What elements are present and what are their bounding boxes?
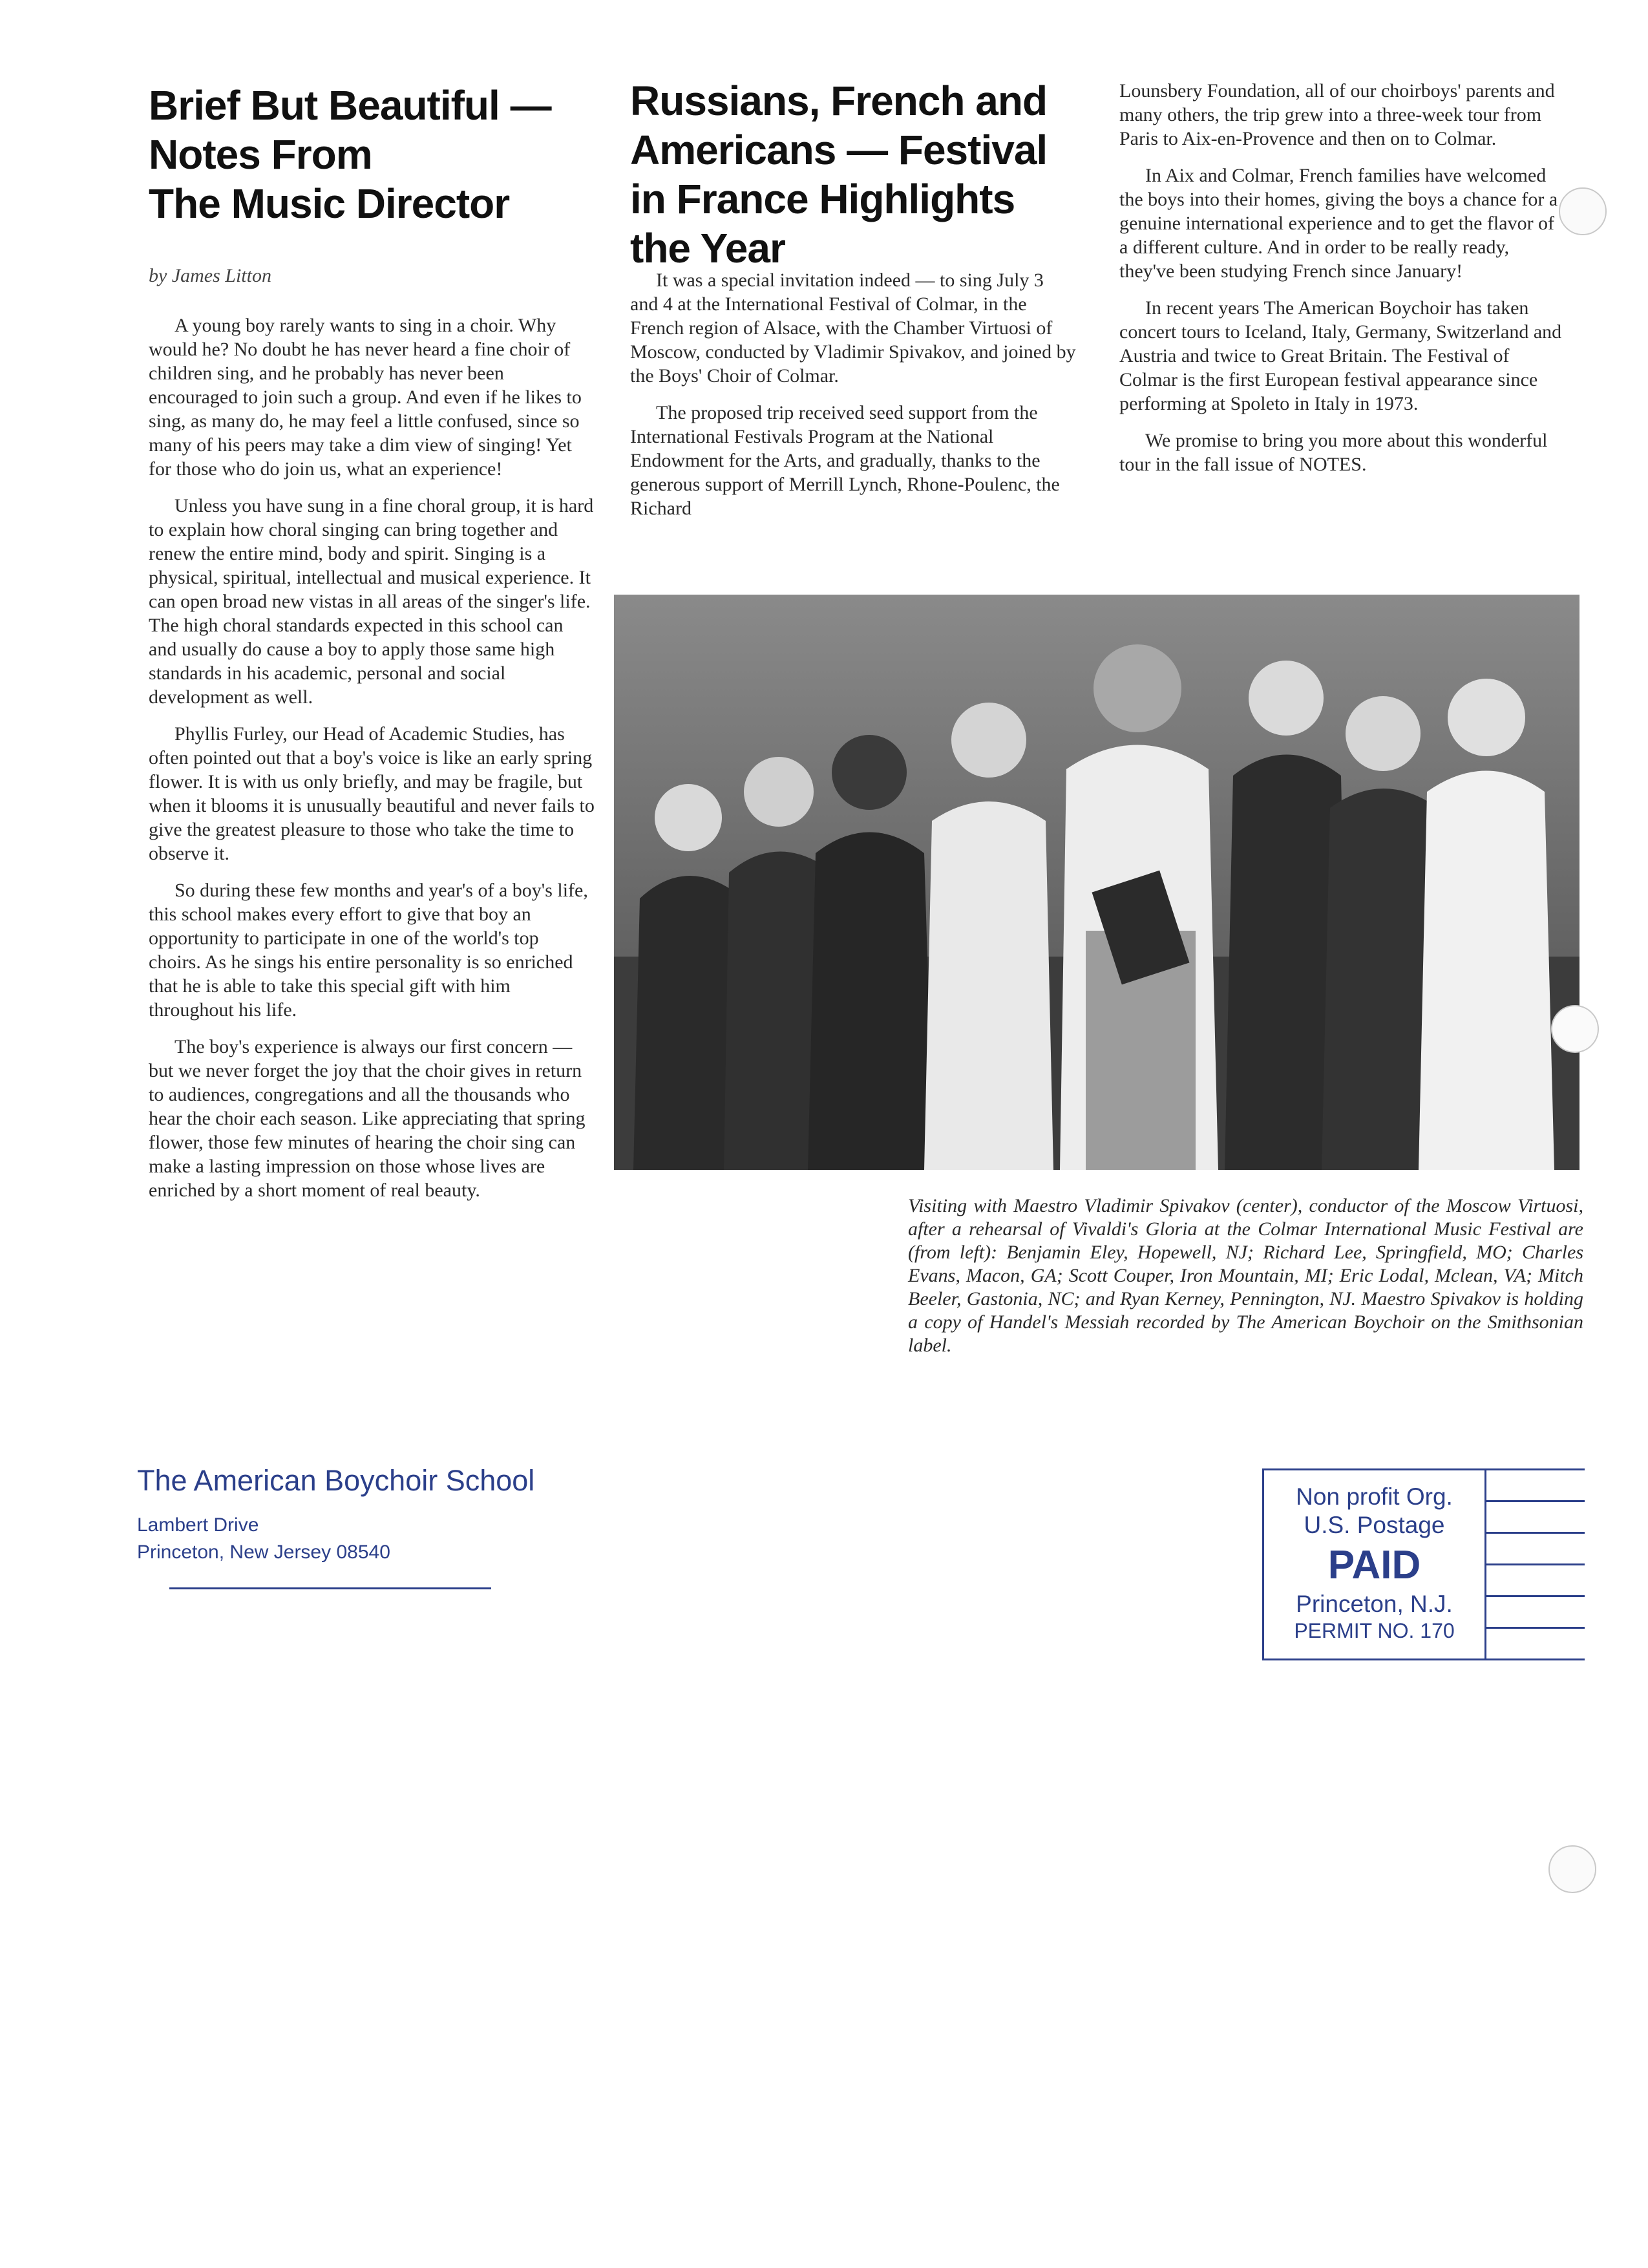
paragraph: In Aix and Colmar, French families have welcomed the boys into their homes, giving the boys a chance for a genuine international experience and to get the flavor of a different culture. And in order to be really ready, they've been studying French since January! (1119, 165, 1558, 282)
indicia-rule (1486, 1659, 1585, 1660)
punch-hole (1551, 1005, 1599, 1053)
postage-permit: PERMIT NO. 170 (1294, 1619, 1455, 1642)
photo-caption: Visiting with Maestro Vladimir Spivakov (center), conductor of the Moscow Virtuosi, after a rehearsal of Vivaldi's Gloria at the Colmar International Music Festival are (from left): Benjamin Eley, Hopewell, NJ; Richard Lee, Springfield, MO; Charles Evans, Macon, GA; Scott Couper, Iron Mountain, MI; Eric Lodal, Mclean, VA; Mitch Beeler, Gastonia, NC; and Ryan Kerney, Pennington, NJ. Maestro Spivakov is holding a copy of Handel's Messiah recorded by The American Boychoir on the Smithsonian label. (908, 1195, 1583, 1356)
headline-line: Brief But Beautiful — (149, 82, 551, 129)
indicia-rule (1486, 1468, 1585, 1470)
city-address: Princeton, New Jersey 08540 (137, 1542, 390, 1563)
postage-indicia (1262, 1468, 1486, 1660)
punch-hole (1548, 1845, 1596, 1893)
headline-line: Notes From (149, 131, 372, 178)
paragraph: Phyllis Furley, our Head of Academic Studies, has often pointed out that a boy's voice is like an early spring flower. It is with us only briefly, and may be fragile, but when it blooms it is unusually beautiful and never fails to give the greatest pleasure to those who take the time to observe it. (149, 723, 595, 864)
indicia-rule (1486, 1500, 1585, 1502)
main-article-column-2 (1119, 79, 1565, 489)
group-photo (614, 595, 1579, 1170)
paragraph: We promise to bring you more about this wonderful tour in the fall issue of NOTES. (1119, 430, 1548, 475)
headline-line: the Year (630, 225, 785, 271)
school-name: The American Boychoir School (137, 1464, 535, 1497)
postage-line-1: Non profit Org. (1296, 1483, 1453, 1510)
group-photo-illustration (614, 595, 1579, 1170)
postage-paid: PAID (1327, 1543, 1421, 1587)
paragraph: It was a special invitation indeed — to sing July 3 and 4 at the International Festival of Colmar, in the French region of Alsace, with the Chamber Virtuosi of Moscow, conducted by Vladimir Spivakov, and joined by the Boys' Choir of Colmar. (630, 270, 1076, 387)
punch-hole (1559, 187, 1607, 235)
headline-line: in France Highlights (630, 176, 1015, 222)
paragraph: Unless you have sung in a fine choral group, it is hard to explain how choral singing can bring together and renew the entire mind, body and spirit. Singing is a physical, spiritual, intellectual and musical experience. It can open broad new vistas in all areas of the singer's life. The high choral standards expected in this school can and usually do cause a boy to apply those same high standards in his academic, personal and social development as well. (149, 495, 594, 708)
postage-city: Princeton, N.J. (1296, 1591, 1453, 1617)
paragraph: A young boy rarely wants to sing in a choir. Why would he? No doubt he has never heard a fine choir of children sing, and he probably has never been encouraged to join such a group. And even if he likes to sing, as many do, he may feel a little confused, since so many of his peers may take a dim view of singing! Yet for those who do join us, what an experience! (149, 315, 582, 480)
indicia-rule (1486, 1532, 1585, 1534)
main-headline (630, 76, 1047, 273)
street-address: Lambert Drive (137, 1514, 259, 1536)
left-article-body (149, 313, 595, 1215)
main-article-column-1 (630, 268, 1076, 533)
address-rule (169, 1587, 491, 1589)
headline-line: Americans — Festival (630, 127, 1048, 173)
paragraph: Lounsbery Foundation, all of our choirboys' parents and many others, the trip grew into a three-week tour from Paris to Aix-en-Provence and then on to Colmar. (1119, 80, 1555, 149)
headline-line: Russians, French and (630, 78, 1048, 124)
indicia-rule (1486, 1563, 1585, 1565)
left-headline (149, 81, 551, 228)
paragraph: So during these few months and year's of a boy's life, this school makes every effort to give that boy an opportunity to participate in one of the world's top choirs. As he sings his entire personality is so enriched that he is able to take this special gift with him throughout his life. (149, 880, 588, 1021)
indicia-rule (1486, 1627, 1585, 1629)
paragraph: The proposed trip received seed support from the International Festivals Program at the National Endowment for the Arts, and gradually, thanks to the generous support of Merrill Lynch, Rhone-Poulenc, the Richard (630, 402, 1060, 519)
paragraph: In recent years The American Boychoir has taken concert tours to Iceland, Italy, Germany, Switzerland and Austria and twice to Great Britain. The Festival of Colmar is the first European festival appearance since performing at Spoleto in Italy in 1973. (1119, 297, 1562, 414)
return-address (137, 1464, 534, 1566)
paragraph: The boy's experience is always our first concern — but we never forget the joy that the choir gives in return to audiences, congregations and all the thousands who hear the choir each season. Like appreciating that spring flower, those few minutes of hearing the choir sing can make a lasting impression on those whose lives are enriched by a short moment of real beauty. (149, 1036, 586, 1201)
postage-line-2: U.S. Postage (1304, 1512, 1445, 1538)
byline: by James Litton (149, 265, 271, 286)
headline-line: The Music Director (149, 180, 510, 227)
indicia-rule (1486, 1595, 1585, 1597)
